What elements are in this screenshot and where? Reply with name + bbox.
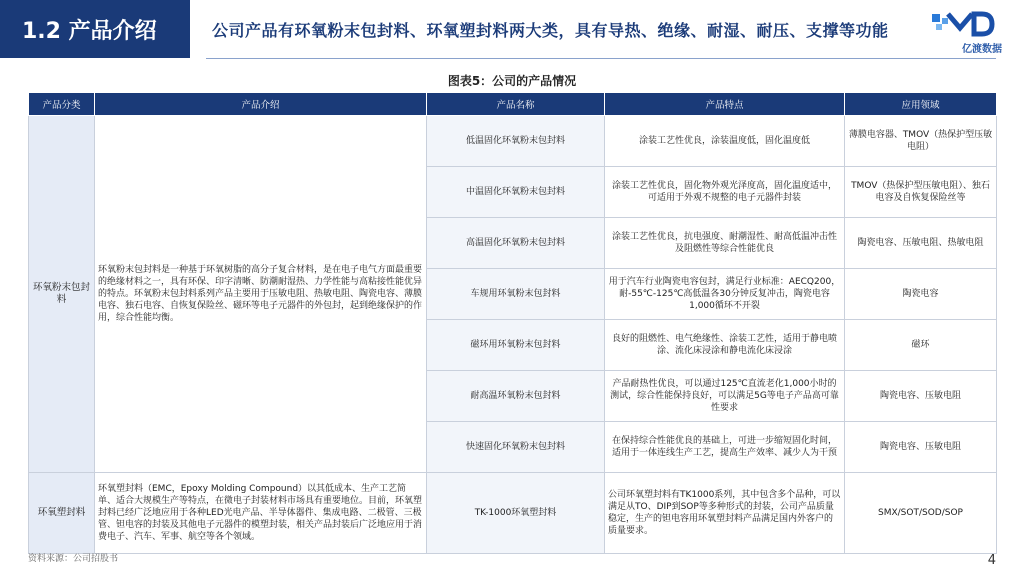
product-name-cell: 低温固化环氧粉末包封料 (427, 116, 605, 167)
section-tab: 1.2 产品介绍 (0, 0, 190, 58)
category-cell: 环氧塑封料 (29, 473, 95, 554)
col-header-name: 产品名称 (427, 93, 605, 116)
intro-cell: 环氧塑封料（EMC，Epoxy Molding Compound）以其低成本、生产工艺简单、适合大规模生产等特点，在微电子封装材料市场具有重要地位。目前，环氧塑封料已经广泛地应用于各种LED光电产品、半导体器件、集成电路、二极管、三极管、钽电容的封装及其他电子元器件的模塑封装，相关产品封装后广泛地应用于消费电子、汽车、军事、航空等各个领域。 (95, 473, 427, 554)
feature-cell: 在保持综合性能优良的基础上，可进一步缩短固化时间，适用于一体连线生产工艺，提高生产效率、减少人为干预 (605, 422, 845, 473)
product-name-cell: 磁环用环氧粉末包封料 (427, 320, 605, 371)
logo-text: 亿渡数据 (962, 44, 1002, 55)
col-header-intro: 产品介绍 (95, 93, 427, 116)
table-row (29, 473, 997, 554)
feature-cell: 涂装工艺性优良，涂装温度低，固化温度低 (605, 116, 845, 167)
feature-cell: 涂装工艺性优良，抗电强度、耐潮湿性、耐高低温冲击性及阻燃性等综合性能优良 (605, 218, 845, 269)
page-number: 4 (987, 553, 996, 568)
product-name-cell: 车规用环氧粉末包封料 (427, 269, 605, 320)
feature-cell: 产品耐热性优良，可以通过125℃直流老化1,000小时的测试，综合性能保持良好，可以满足5G等电子产品高可靠性要求 (605, 371, 845, 422)
feature-cell: 用于汽车行业陶瓷电容包封，满足行业标准：AECQ200，耐-55℃-125℃高低温各30分钟反复冲击，陶瓷电容1,000循环不开裂 (605, 269, 845, 320)
table-header-row (29, 93, 997, 116)
application-cell: 磁环 (845, 320, 997, 371)
application-cell: TMOV（热保护型压敏电阻）、独石电容及自恢复保险丝等 (845, 167, 997, 218)
application-cell: 陶瓷电容、压敏电阻 (845, 371, 997, 422)
feature-cell: 涂装工艺性优良，固化物外观光泽度高，固化温度适中，可适用于外观不规整的电子元器件封装 (605, 167, 845, 218)
product-name-cell: 耐高温环氧粉末包封料 (427, 371, 605, 422)
product-name-cell: TK-1000环氧塑封料 (427, 473, 605, 554)
application-cell: 陶瓷电容 (845, 269, 997, 320)
col-header-category: 产品分类 (29, 93, 95, 116)
header-rule (206, 58, 996, 59)
application-cell: 薄膜电容器、TMOV（热保护型压敏电阻） (845, 116, 997, 167)
application-cell: 陶瓷电容、压敏电阻 (845, 422, 997, 473)
application-cell: SMX/SOT/SOD/SOP (845, 473, 997, 554)
table-row (29, 116, 997, 167)
category-cell: 环氧粉末包封料 (29, 116, 95, 473)
application-cell: 陶瓷电容、压敏电阻、热敏电阻 (845, 218, 997, 269)
feature-cell: 公司环氧塑封料有TK1000系列，其中包含多个品种，可以满足从TO、DIP到SOP等多种形式的封装，公司产品质量稳定，生产的钽电容用环氧塑封料产品满足国内外客户的质量要求。 (605, 473, 845, 554)
page-headline: 公司产品有环氧粉末包封料、环氧塑封料两大类，具有导热、绝缘、耐湿、耐压、支撑等功能 (212, 21, 889, 40)
intro-cell: 环氧粉末包封料是一种基于环氧树脂的高分子复合材料，是在电子电气方面最重要的绝缘材料之一，具有环保、印字清晰、防潮耐湿热、力学性能与高粘接性能优异的特点。环氧粉末包封料系列产品主要用于压敏电阻、热敏电阻、陶瓷电容、薄膜电容、独石电容、自恢复保险丝、磁环等电子元器件的外包封，起到绝缘保护的作用，综合性能均衡。 (95, 116, 427, 473)
feature-cell: 良好的阻燃性、电气绝缘性、涂装工艺性，适用于静电喷涂、流化床浸涂和静电流化床浸涂 (605, 320, 845, 371)
col-header-application: 应用领域 (845, 93, 997, 116)
product-name-cell: 中温固化环氧粉末包封料 (427, 167, 605, 218)
product-table (28, 92, 997, 554)
col-header-feature: 产品特点 (605, 93, 845, 116)
source-note: 资料来源：公司招股书 (28, 554, 119, 564)
product-name-cell: 快速固化环氧粉末包封料 (427, 422, 605, 473)
product-name-cell: 高温固化环氧粉末包封料 (427, 218, 605, 269)
table-title: 图表5：公司的产品情况 (447, 74, 577, 88)
